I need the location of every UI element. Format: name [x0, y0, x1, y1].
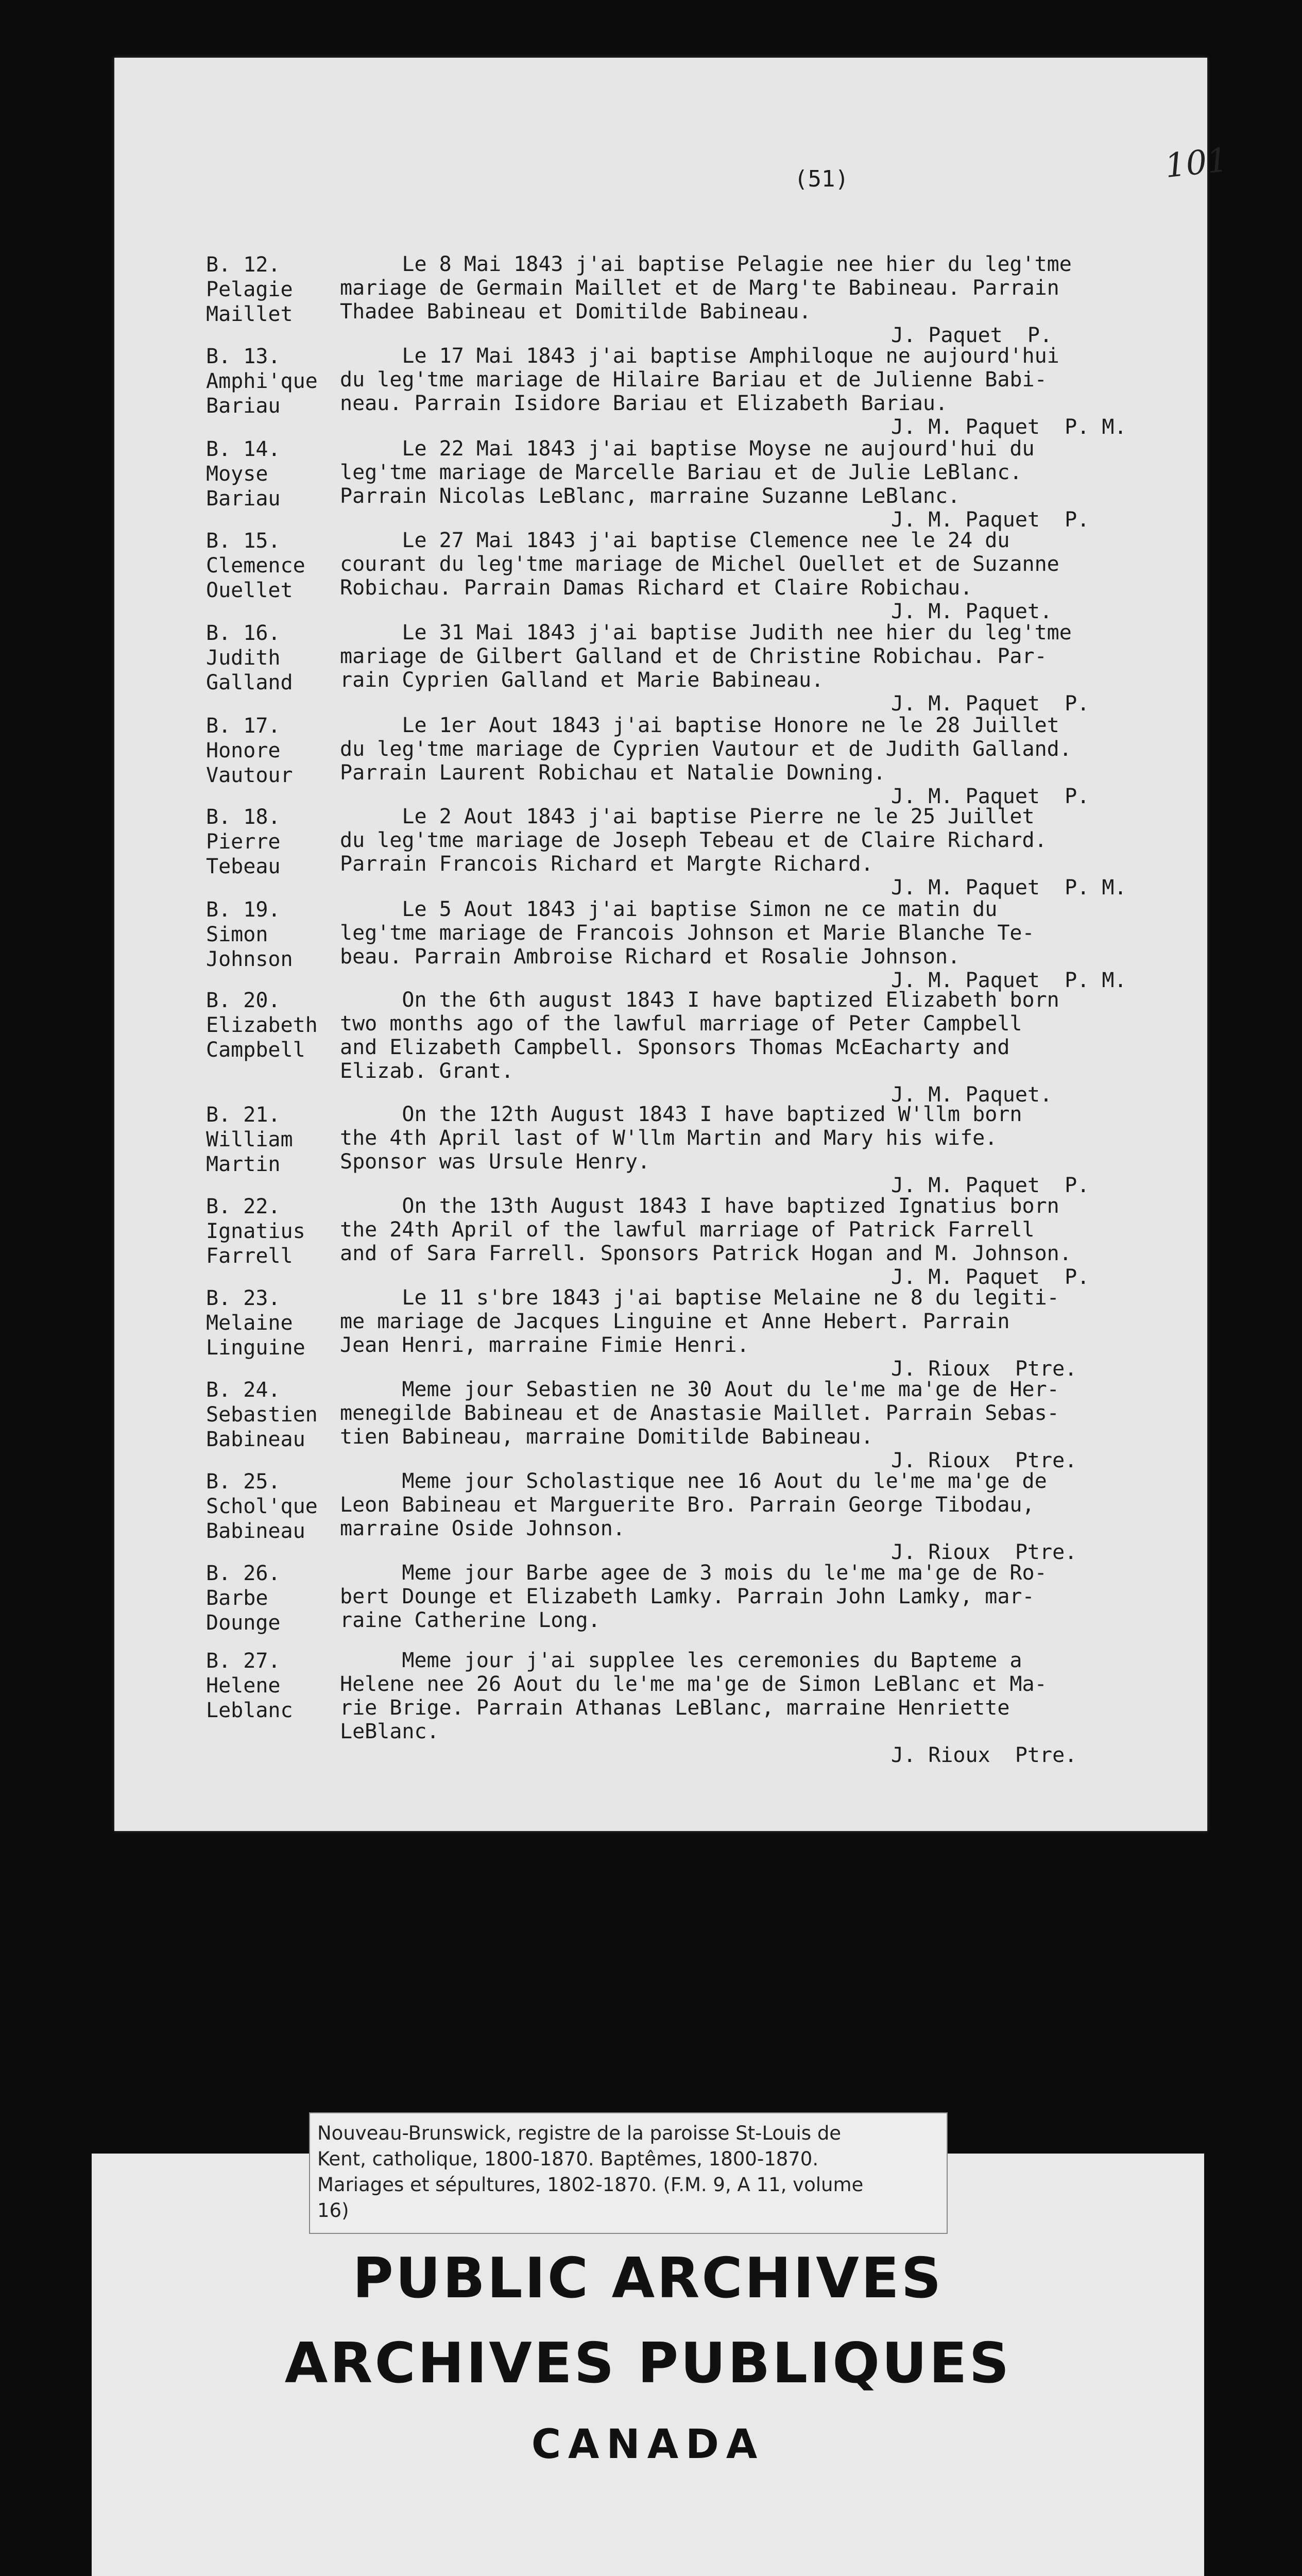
entry-line: the 24th April of the lawful marriage of Patrick Farrell: [340, 1218, 1035, 1242]
entry-name: Maillet: [206, 302, 293, 326]
entry-name: Sebastien: [206, 1403, 318, 1427]
entry-line: Le 31 Mai 1843 j'ai baptise Judith nee hier du leg'tme: [340, 621, 1072, 645]
entry-line: the 4th April last of W'llm Martin and Mary his wife.: [340, 1126, 998, 1150]
entry-code: B. 20.: [206, 989, 281, 1012]
entry-line: courant du leg'tme mariage de Michel Ouellet et de Suzanne: [340, 552, 1059, 576]
entry-name: Galland: [206, 671, 293, 694]
entry-code: B. 15.: [206, 529, 281, 553]
entry-name: Babineau: [206, 1428, 305, 1451]
entry-line: LeBlanc.: [340, 1720, 439, 1743]
entry-line: tien Babineau, marraine Domitilde Babineau.: [340, 1425, 873, 1449]
entry-code: B. 18.: [206, 805, 281, 829]
entry-line: Le 17 Mai 1843 j'ai baptise Amphiloque ne aujourd'hui: [340, 344, 1059, 368]
entry-name: Farrell: [206, 1244, 293, 1268]
entry-text: [340, 1103, 1185, 1197]
entry-line: du leg'tme mariage de Hilaire Bariau et de Julienne Babi-: [340, 368, 1047, 392]
archive-stamp-french: ARCHIVES PUBLIQUES: [284, 2331, 1012, 2396]
entry-text: [340, 344, 1185, 439]
label-line: Kent, catholique, 1800-1870. Baptêmes, 1800-1870.: [317, 2148, 819, 2170]
entry-line: Meme jour Sebastien ne 30 Aout du le'me ma'ge de Her-: [340, 1378, 1059, 1401]
entry-code: B. 19.: [206, 898, 281, 922]
entry-line: mariage de Germain Maillet et de Marg'te Babineau. Parrain: [340, 276, 1059, 300]
priest-signature: J. Rioux Ptre.: [891, 1449, 1077, 1472]
entry-name: Judith: [206, 646, 281, 670]
priest-signature: J. M. Paquet P. M.: [891, 415, 1127, 439]
entry-name: Bariau: [206, 487, 281, 511]
entry-line: Le 11 s'bre 1843 j'ai baptise Melaine ne 8 du legiti-: [340, 1286, 1059, 1310]
entry-line: menegilde Babineau et de Anastasie Maillet. Parrain Sebas-: [340, 1401, 1059, 1425]
entry-margin: [206, 1561, 340, 1635]
entry-text: [340, 437, 1185, 532]
entry-margin: [206, 897, 340, 972]
entry-code: B. 23.: [206, 1286, 281, 1310]
label-line: 16): [317, 2199, 349, 2222]
entry-line: Le 27 Mai 1843 j'ai baptise Clemence nee le 24 du: [340, 529, 1010, 552]
entry-code: B. 25.: [206, 1470, 281, 1494]
entry-line: Le 1er Aout 1843 j'ai baptise Honore ne le 28 Juillet: [340, 714, 1059, 737]
priest-signature: J. M. Paquet P.: [891, 508, 1090, 532]
entry-line: and of Sara Farrell. Sponsors Patrick Hogan and M. Johnson.: [340, 1242, 1072, 1265]
entry-code: B. 17.: [206, 714, 281, 738]
entry-code: B. 21.: [206, 1103, 281, 1127]
entry-line: mariage de Gilbert Galland et de Christine Robichau. Par-: [340, 645, 1047, 668]
entry-name: Campbell: [206, 1038, 305, 1062]
label-line: Mariages et sépultures, 1802-1870. (F.M. 9, A 11, volume: [317, 2174, 864, 2196]
entry-line: du leg'tme mariage de Cyprien Vautour et de Judith Galland.: [340, 737, 1072, 761]
entry-line: marraine Oside Johnson.: [340, 1517, 625, 1540]
entry-text: [340, 1378, 1185, 1472]
entry-line: Le 2 Aout 1843 j'ai baptise Pierre ne le 25 Juillet: [340, 805, 1035, 828]
entry-line: Parrain Francois Richard et Margte Richard.: [340, 852, 873, 876]
entry-margin: [206, 1103, 340, 1177]
entry-code: B. 22.: [206, 1195, 281, 1218]
entry-text: [340, 1194, 1185, 1289]
entry-name: Linguine: [206, 1336, 305, 1360]
entry-line: Sponsor was Ursule Henry.: [340, 1150, 650, 1174]
entry-line: me mariage de Jacques Linguine et Anne Hebert. Parrain: [340, 1310, 1010, 1333]
page-number: (51): [794, 166, 849, 192]
priest-signature: J. M. Paquet P.: [891, 1174, 1090, 1197]
entry-code: B. 14.: [206, 437, 281, 461]
entry-name: Moyse: [206, 462, 268, 486]
entry-line: rain Cyprien Galland et Marie Babineau.: [340, 668, 824, 692]
entry-code: B. 26.: [206, 1562, 281, 1585]
entry-margin: [206, 1378, 340, 1452]
entry-line: Meme jour j'ai supplee les ceremonies du Bapteme a: [340, 1649, 1022, 1672]
entry-name: Elizabeth: [206, 1013, 318, 1037]
entry-line: neau. Parrain Isidore Bariau et Elizabeth Bariau.: [340, 392, 948, 415]
entry-text: [340, 529, 1185, 623]
priest-signature: J. M. Paquet P.: [891, 785, 1090, 808]
entry-text: [340, 1649, 1185, 1767]
entry-line: Meme jour Barbe agee de 3 mois du le'me ma'ge de Ro-: [340, 1561, 1047, 1585]
entry-line: beau. Parrain Ambroise Richard et Rosalie Johnson.: [340, 945, 961, 969]
entry-margin: [206, 805, 340, 879]
entry-text: [340, 1561, 1185, 1632]
entry-line: leg'tme mariage de Marcelle Bariau et de Julie LeBlanc.: [340, 461, 1022, 484]
entry-line: Thadee Babineau et Domitilde Babineau.: [340, 300, 812, 324]
entry-name: Barbe: [206, 1586, 268, 1610]
entry-margin: [206, 252, 340, 327]
entry-name: Melaine: [206, 1311, 293, 1335]
entry-name: Helene: [206, 1674, 281, 1698]
entry-margin: [206, 1194, 340, 1268]
entry-name: Vautour: [206, 764, 293, 787]
label-line: Nouveau-Brunswick, registre de la paroisse St-Louis de: [317, 2122, 842, 2144]
entry-name: Ouellet: [206, 579, 293, 602]
entry-margin: [206, 344, 340, 418]
entry-code: B. 24.: [206, 1378, 281, 1402]
entry-name: Pierre: [206, 830, 281, 854]
entry-line: Leon Babineau et Marguerite Bro. Parrain George Tibodau,: [340, 1493, 1035, 1517]
priest-signature: J. M. Paquet.: [891, 600, 1053, 623]
entry-line: Le 22 Mai 1843 j'ai baptise Moyse ne aujourd'hui du: [340, 437, 1035, 461]
entry-line: Le 8 Mai 1843 j'ai baptise Pelagie nee hier du leg'tme: [340, 252, 1072, 276]
entry-line: leg'tme mariage de Francois Johnson et Marie Blanche Te-: [340, 921, 1035, 945]
entry-line: bert Dounge et Elizabeth Lamky. Parrain John Lamky, mar-: [340, 1585, 1035, 1608]
entry-margin: [206, 1469, 340, 1544]
entry-text: [340, 1469, 1185, 1564]
entry-text: [340, 805, 1185, 900]
entry-name: Johnson: [206, 947, 293, 971]
entry-margin: [206, 437, 340, 511]
entry-text: [340, 252, 1185, 347]
priest-signature: J. Rioux Ptre.: [891, 1743, 1077, 1767]
entry-line: two months ago of the lawful marriage of Peter Campbell: [340, 1012, 1022, 1036]
entry-text: [340, 897, 1185, 992]
entry-line: Jean Henri, marraine Fimie Henri.: [340, 1333, 749, 1357]
entry-code: B. 12.: [206, 253, 281, 277]
entry-margin: [206, 988, 340, 1062]
entry-line: On the 12th August 1843 I have baptized W'llm born: [340, 1103, 1022, 1126]
entry-name: Bariau: [206, 394, 281, 418]
entry-name: Tebeau: [206, 855, 281, 878]
entry-line: raine Catherine Long.: [340, 1608, 601, 1632]
entry-name: Amphi'que: [206, 369, 318, 393]
source-label: [309, 2112, 948, 2234]
entry-line: On the 6th august 1843 I have baptized Elizabeth born: [340, 988, 1059, 1012]
entry-line: Parrain Nicolas LeBlanc, marraine Suzanne LeBlanc.: [340, 484, 961, 508]
entry-name: Leblanc: [206, 1699, 293, 1722]
entry-name: Pelagie: [206, 278, 293, 301]
entry-margin: [206, 714, 340, 788]
entry-code: B. 16.: [206, 621, 281, 645]
entry-text: [340, 988, 1185, 1107]
entry-line: du leg'tme mariage de Joseph Tebeau et de Claire Richard.: [340, 828, 1047, 852]
entry-line: Meme jour Scholastique nee 16 Aout du le'me ma'ge de: [340, 1469, 1047, 1493]
entry-name: Simon: [206, 923, 268, 946]
priest-signature: J. M. Paquet P. M.: [891, 876, 1127, 900]
entry-code: B. 27.: [206, 1649, 281, 1673]
entry-name: Dounge: [206, 1611, 281, 1635]
entry-text: [340, 1286, 1185, 1381]
entry-line: On the 13th August 1843 I have baptized Ignatius born: [340, 1194, 1059, 1218]
entry-line: Elizab. Grant.: [340, 1059, 514, 1083]
entry-name: Schol'que: [206, 1495, 318, 1518]
entry-margin: [206, 529, 340, 603]
archive-stamp-country: CANADA: [531, 2421, 765, 2468]
entry-line: and Elizabeth Campbell. Sponsors Thomas McEacharty and: [340, 1036, 1010, 1059]
priest-signature: J. M. Paquet P. M.: [891, 969, 1127, 992]
entry-name: Clemence: [206, 554, 305, 578]
entry-name: William: [206, 1128, 293, 1151]
entry-text: [340, 714, 1185, 808]
entry-name: Martin: [206, 1153, 281, 1176]
entry-name: Babineau: [206, 1519, 305, 1543]
entry-margin: [206, 621, 340, 695]
priest-signature: J. M. Paquet.: [891, 1083, 1053, 1107]
entry-line: rie Brige. Parrain Athanas LeBlanc, marraine Henriette: [340, 1696, 1010, 1720]
entry-line: Le 5 Aout 1843 j'ai baptise Simon ne ce matin du: [340, 897, 998, 921]
entry-line: Parrain Laurent Robichau et Natalie Downing.: [340, 761, 886, 785]
entry-name: Ignatius: [206, 1219, 305, 1243]
priest-signature: J. Paquet P.: [891, 324, 1053, 347]
archive-stamp-english: PUBLIC ARCHIVES: [352, 2246, 944, 2311]
priest-signature: J. Rioux Ptre.: [891, 1540, 1077, 1564]
handwritten-page-number: 101: [1163, 141, 1230, 186]
priest-signature: J. Rioux Ptre.: [891, 1357, 1077, 1381]
entry-text: [340, 621, 1185, 716]
entry-line: Robichau. Parrain Damas Richard et Claire Robichau.: [340, 576, 973, 600]
priest-signature: J. M. Paquet P.: [891, 1265, 1090, 1289]
entry-code: B. 13.: [206, 345, 281, 368]
entry-name: Honore: [206, 739, 281, 762]
entry-line: Helene nee 26 Aout du le'me ma'ge de Simon LeBlanc et Ma-: [340, 1672, 1047, 1696]
entry-margin: [206, 1649, 340, 1723]
entry-margin: [206, 1286, 340, 1360]
priest-signature: J. M. Paquet P.: [891, 692, 1090, 716]
